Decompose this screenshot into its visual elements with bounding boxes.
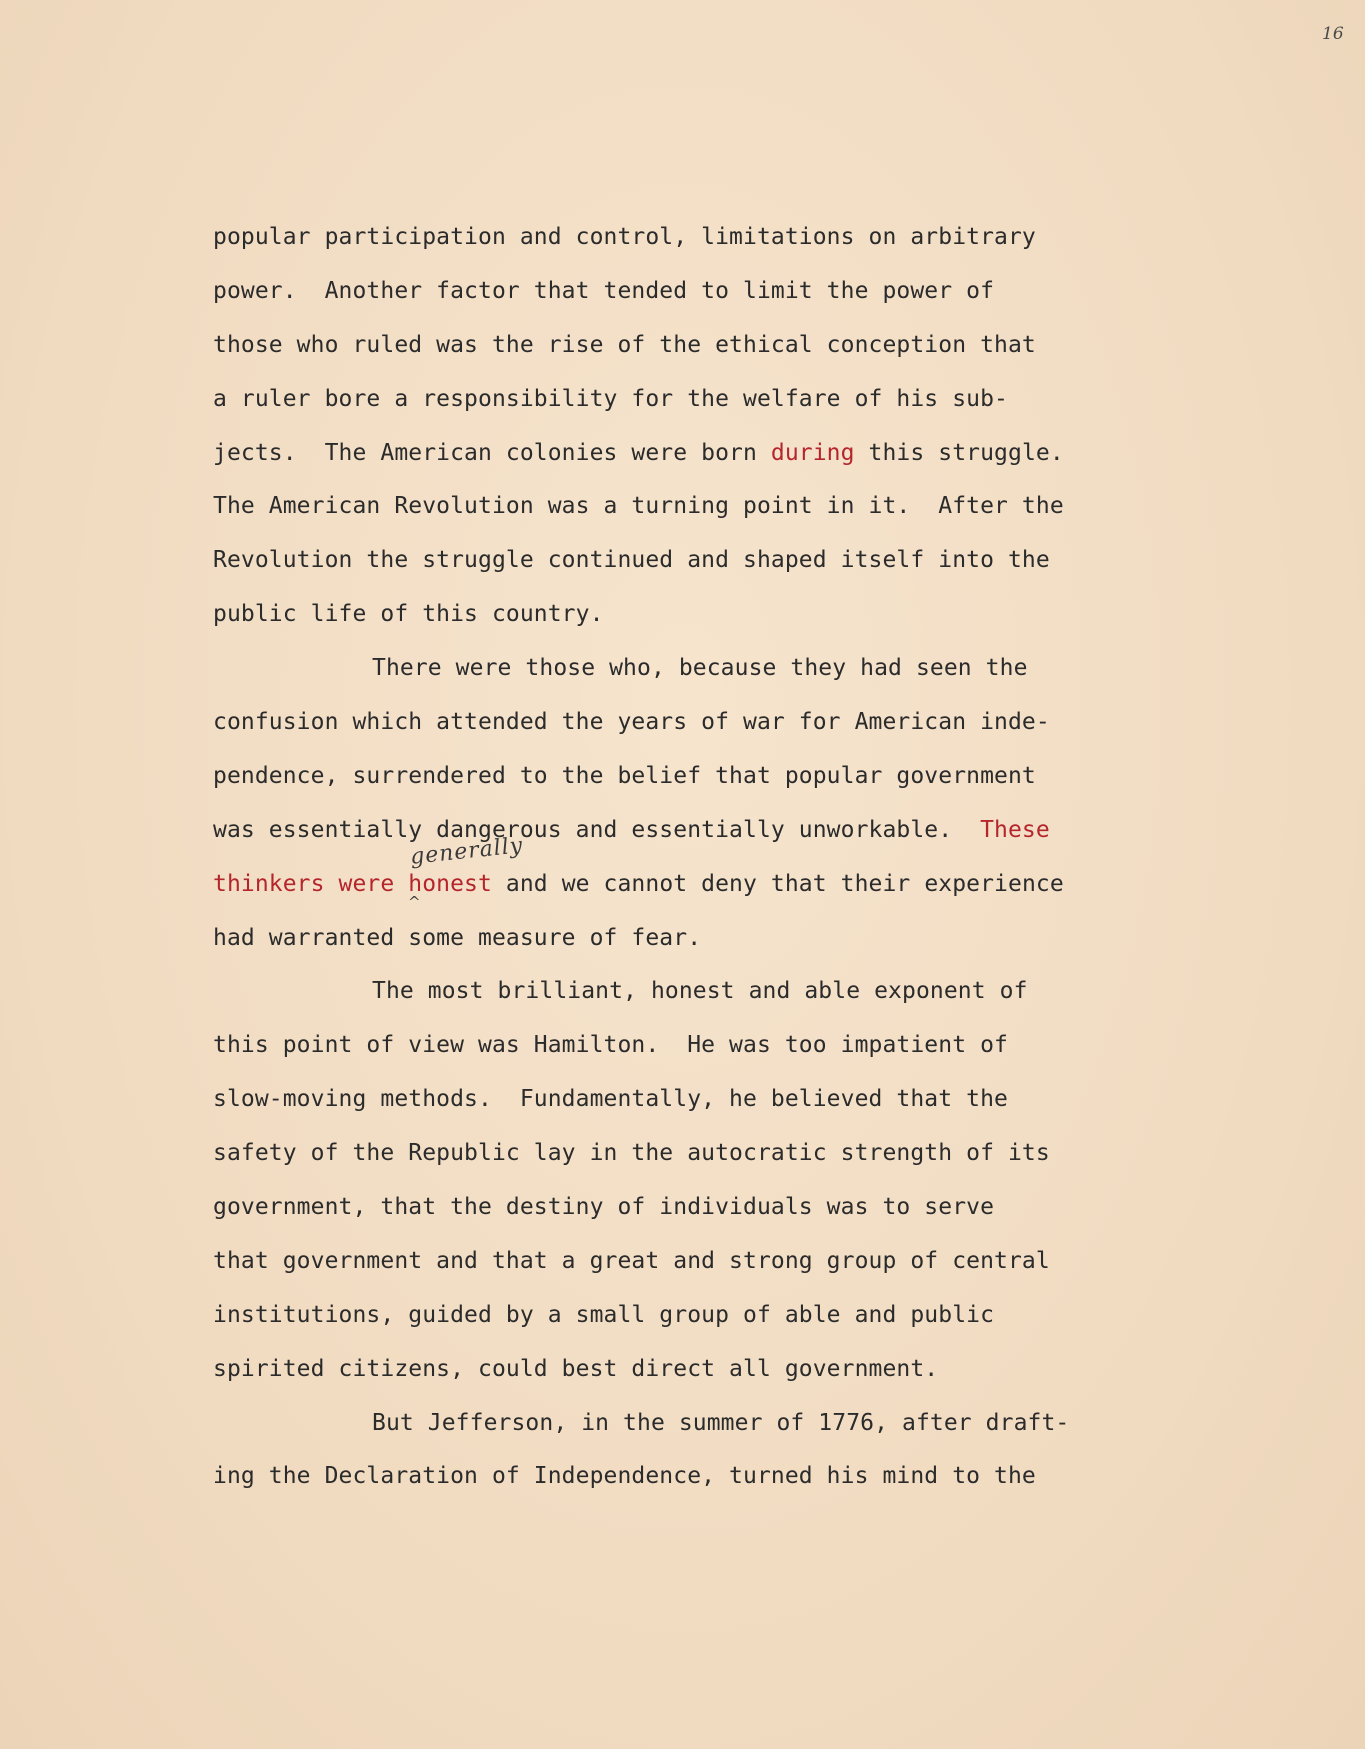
text-segment: government, that the destiny of individuals was to serve <box>213 1194 995 1221</box>
text-segment: those who ruled was the rise of the ethical conception that <box>213 331 1036 358</box>
page-number: 16 <box>1322 24 1344 44</box>
text-line <box>213 384 1213 438</box>
text-segment: had warranted some measure of fear. <box>213 924 702 951</box>
red-ink-text: These <box>980 816 1050 843</box>
text-line <box>213 599 1213 653</box>
red-ink-text: thinkers were honest <box>213 870 492 897</box>
text-line <box>213 1138 1213 1192</box>
text-segment: pendence, surrendered to the belief that popular government <box>213 762 1036 789</box>
text-line <box>213 923 1213 977</box>
text-segment: But Jefferson, in the summer of 1776, after draft- <box>372 1409 1070 1436</box>
text-segment: and we cannot deny that their experience <box>491 870 1064 897</box>
text-segment: ing the Declaration of Independence, turned his mind to the <box>213 1463 1036 1490</box>
paragraph <box>213 1408 1213 1516</box>
text-segment: was essentially dangerous and essentially unworkable. <box>213 816 981 843</box>
text-segment: The American Revolution was a turning point in it. After the <box>213 493 1064 520</box>
text-line <box>213 1030 1213 1084</box>
text-line <box>213 1084 1213 1138</box>
text-segment: that government and that a great and strong group of central <box>213 1247 1050 1274</box>
text-segment: a ruler bore a responsibility for the welfare of his sub- <box>213 385 1008 412</box>
text-segment: slow-moving methods. Fundamentally, he believed that the <box>213 1086 1008 1113</box>
text-segment: spirited citizens, could best direct all government. <box>213 1355 939 1382</box>
text-line <box>213 545 1213 599</box>
text-line <box>213 1300 1213 1354</box>
text-line <box>213 832 1213 923</box>
paragraph <box>213 222 1213 653</box>
paragraph <box>213 653 1213 976</box>
text-line <box>213 330 1213 384</box>
text-line <box>213 222 1213 276</box>
paragraph <box>213 976 1213 1407</box>
text-line <box>213 815 1213 869</box>
text-line <box>213 707 1213 761</box>
text-line <box>213 491 1213 545</box>
text-segment: The most brilliant, honest and able exponent of <box>372 978 1028 1005</box>
text-segment: confusion which attended the years of war for American inde- <box>213 709 1050 736</box>
text-line <box>213 1192 1213 1246</box>
red-ink-text: during <box>770 439 855 466</box>
text-line <box>213 653 1213 707</box>
text-segment: safety of the Republic lay in the autocratic strength of its <box>213 1140 1050 1167</box>
text-segment: this point of view was Hamilton. He was too impatient of <box>213 1032 1008 1059</box>
text-segment: Revolution the struggle continued and shaped itself into the <box>213 547 1050 574</box>
handwritten-insertion: generally <box>408 832 525 870</box>
text-line <box>213 1246 1213 1300</box>
text-segment: public life of this country. <box>213 601 604 628</box>
text-segment: jects. The American colonies were born <box>213 439 771 466</box>
text-segment: this struggle. <box>854 439 1064 466</box>
typed-text-body <box>213 222 1213 1515</box>
text-line <box>213 276 1213 330</box>
text-line <box>213 438 1213 492</box>
text-line <box>213 1354 1213 1408</box>
text-segment: There were those who, because they had seen the <box>372 655 1028 682</box>
text-segment: institutions, guided by a small group of able and public <box>213 1301 995 1328</box>
text-line <box>213 1408 1213 1462</box>
text-line <box>213 976 1213 1030</box>
text-segment: power. Another factor that tended to limit the power of <box>213 277 995 304</box>
insertion-caret-mark: ^ <box>408 892 421 911</box>
text-line <box>213 761 1213 815</box>
text-segment: popular participation and control, limitations on arbitrary <box>213 224 1036 250</box>
text-line <box>213 1461 1213 1515</box>
